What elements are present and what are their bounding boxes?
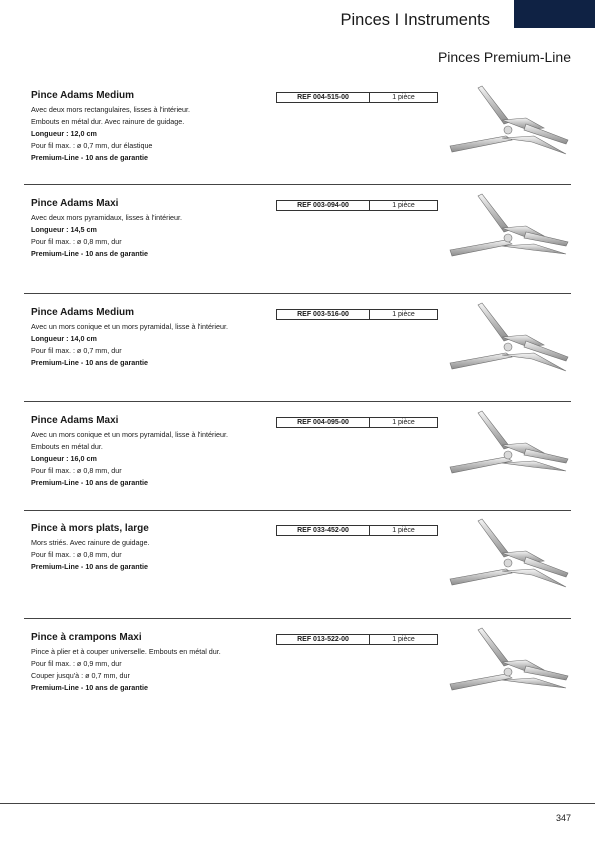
quantity: 1 pièce [392,202,415,209]
product-description-line: Avec deux mors rectangulaires, lisses à l'intérieur. [31,105,191,114]
reference-box [276,525,438,536]
product-description-line: Pour fil max. : ø 0,9 mm, dur [31,659,122,668]
product-entry [24,90,571,198]
product-description [31,646,281,694]
product-description-line: Longueur : 16,0 cm [31,454,97,463]
plier-icon [448,626,572,722]
quantity: 1 pièce [392,527,415,534]
product-name: Pince à crampons Maxi [31,632,142,643]
product-description-line: Pour fil max. : ø 0,8 mm, dur [31,550,122,559]
product-description-line: Avec un mors conique et un mors pyramidal, lisse à l'intérieur. [31,322,228,331]
product-description-line: Embouts en métal dur. [31,442,103,451]
product-entry [24,632,571,740]
reference-box [276,309,438,320]
product-entry [24,415,571,523]
reference-number: REF 003-516-00 [277,310,370,319]
reference-box [276,417,438,428]
reference-number: REF 003-094-00 [277,201,370,210]
product-name: Pince Adams Maxi [31,198,119,209]
product-description-line: Longueur : 12,0 cm [31,129,97,138]
product-description [31,429,281,489]
product-description-line: Couper jusqu'à : ø 0,7 mm, dur [31,671,130,680]
quantity: 1 pièce [392,311,415,318]
quantity: 1 pièce [392,636,415,643]
product-description-line: Avec un mors conique et un mors pyramidal, lisse à l'intérieur. [31,430,228,439]
product-divider [24,293,571,294]
product-name: Pince Adams Medium [31,307,134,318]
product-entry [24,523,571,631]
reference-number: REF 004-095-00 [277,418,370,427]
page-header-title: Pinces I Instruments [340,11,490,29]
product-divider [24,401,571,402]
product-entry [24,198,571,306]
product-description-line: Premium-Line - 10 ans de garantie [31,249,149,258]
product-description-line: Premium-Line - 10 ans de garantie [31,478,149,487]
product-name: Pince Adams Maxi [31,415,119,426]
product-description-line: Pour fil max. : ø 0,7 mm, dur [31,346,122,355]
product-description [31,104,281,164]
product-description [31,321,281,369]
product-divider [24,618,571,619]
product-divider [24,510,571,511]
reference-box [276,92,438,103]
product-name: Pince à mors plats, large [31,523,149,534]
product-description-line: Longueur : 14,0 cm [31,334,97,343]
reference-box [276,634,438,645]
plier-icon [448,409,572,505]
product-name: Pince Adams Medium [31,90,134,101]
plier-icon [448,301,572,397]
product-entry [24,307,571,415]
plier-icon [448,192,572,288]
reference-box [276,200,438,211]
quantity: 1 pièce [392,419,415,426]
product-description-line: Premium-Line - 10 ans de garantie [31,358,149,367]
header-color-tab [514,0,595,28]
product-description-line: Pour fil max. : ø 0,8 mm, dur [31,237,122,246]
product-description [31,537,281,573]
product-description-line: Longueur : 14,5 cm [31,225,97,234]
product-description-line: Avec deux mors pyramidaux, lisses à l'intérieur. [31,213,183,222]
reference-number: REF 004-515-00 [277,93,370,102]
section-title: Pinces Premium-Line [437,49,571,65]
footer-divider [0,803,595,804]
plier-icon [448,84,572,180]
reference-number: REF 033-452-00 [277,526,370,535]
product-description-line: Pour fil max. : ø 0,8 mm, dur [31,466,122,475]
product-description-line: Pince à plier et à couper universelle. Embouts en métal dur. [31,647,221,656]
product-divider [24,184,571,185]
product-description-line: Premium-Line - 10 ans de garantie [31,562,149,571]
reference-number: REF 013-522-00 [277,635,370,644]
product-description-line: Premium-Line - 10 ans de garantie [31,153,149,162]
product-description [31,212,281,260]
product-description-line: Premium-Line - 10 ans de garantie [31,683,149,692]
page-number: 347 [555,813,571,823]
product-description-line: Pour fil max. : ø 0,7 mm, dur élastique [31,141,153,150]
product-description-line: Embouts en métal dur. Avec rainure de guidage. [31,117,185,126]
product-description-line: Mors striés. Avec rainure de guidage. [31,538,150,547]
quantity: 1 pièce [392,94,415,101]
plier-icon [448,517,572,613]
